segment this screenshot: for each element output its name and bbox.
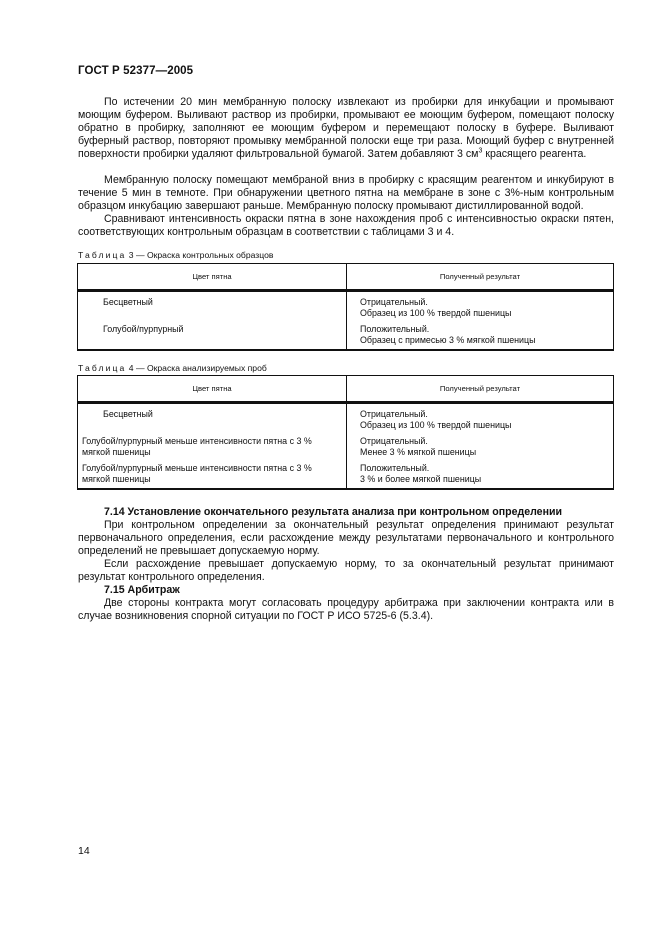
caption-text: 3 — Окраска контрольных образцов: [128, 250, 274, 260]
cell-color: Голубой/пурпурный: [78, 322, 347, 350]
superscript: 3: [478, 147, 483, 155]
table-row: [78, 322, 614, 350]
cell-color: Голубой/пурпурный меньше интенсивности пятна с 3 % мягкой пшеницы: [78, 461, 347, 489]
section-heading-7-15: 7.15 Арбитраж: [104, 584, 180, 596]
cell-result: Положительный. Образец с примесью 3 % мягкой пшеницы: [347, 322, 614, 350]
caption-label: Таблица: [78, 250, 127, 260]
table-row: [78, 461, 614, 489]
table-row: [78, 403, 614, 435]
paragraph-comparison: Сравнивают интенсивность окраски пятна в зоне нахождения проб с интенсивностью окраски пятен, соответствующих контрольным образцам в соответствии с таблицами 3 и 4.: [78, 213, 614, 238]
paragraph-washing: [78, 96, 614, 161]
paragraph-7-14-2: Если расхождение превышает допускаемую норму, то за окончательный результат принимают результат контрольного определения.: [78, 558, 614, 583]
column-header: Цвет пятна: [78, 376, 347, 403]
column-header: Полученный результат: [347, 376, 614, 403]
page-number: 14: [78, 845, 90, 857]
column-header: Цвет пятна: [78, 264, 347, 291]
paragraph-text-tail: красящего реагента.: [482, 147, 587, 160]
caption-text: 4 — Окраска анализируемых проб: [128, 363, 267, 373]
table-header-row: [78, 264, 614, 291]
section-heading-7-14: 7.14 Установление окончательного результата анализа при контрольном определении: [104, 506, 562, 518]
cell-color: Бесцветный: [78, 403, 347, 435]
table3-caption: [78, 250, 273, 260]
paragraph-7-14-1: При контрольном определении за окончательный результат определения принимают результат первоначального определения, если расхождение между результатами первоначального и контрольного определений не превышает допускаемую норму.: [78, 519, 614, 557]
caption-label: Таблица: [78, 363, 127, 373]
paragraph-7-15-1: Две стороны контракта могут согласовать процедуру арбитража при заключении контракта или в случае возникновения спорной ситуации по ГОСТ Р ИСО 5725-6 (5.3.4).: [78, 597, 614, 622]
document-id: ГОСТ Р 52377—2005: [78, 65, 194, 77]
cell-result: Отрицательный. Менее 3 % мягкой пшеницы: [347, 434, 614, 461]
cell-result: Положительный. 3 % и более мягкой пшеницы: [347, 461, 614, 489]
cell-color: Голубой/пурпурный меньше интенсивности пятна с 3 % мягкой пшеницы: [78, 434, 347, 461]
column-header: Полученный результат: [347, 264, 614, 291]
table-row: [78, 434, 614, 461]
table3: [77, 263, 614, 351]
cell-color: Бесцветный: [78, 291, 347, 323]
paragraph-text: По истечении 20 мин мембранную полоску извлекают из пробирки для инкубации и промывают моющим буфером. Выливают раствор из пробирки, промывают ее моющим буфером, помещают полоску обратно в пробирку, заполняют ее моющим буфером и перемещают полоску в буфере. Выливают буферный раствор, повторяют промывку мембранной полоски еще три раза. Моющий буфер с внутренней поверхности пробирки удаляют фильтровальной бумагой. Затем добавляют 3 см: [78, 96, 614, 160]
table4-caption: [78, 363, 267, 373]
paragraph-staining: Мембранную полоску помещают мембраной вниз в пробирку с красящим реагентом и инкубируют в течение 5 мин в темноте. При обнаружении цветного пятна на мембране в зоне с 3%-ным контрольным образцом инкубацию завершают раньше. Мембранную полоску промывают дистиллированной водой.: [78, 174, 614, 212]
cell-result: Отрицательный. Образец из 100 % твердой пшеницы: [347, 403, 614, 435]
table4: [77, 375, 614, 490]
table-header-row: [78, 376, 614, 403]
table-row: [78, 291, 614, 323]
cell-result: Отрицательный. Образец из 100 % твердой пшеницы: [347, 291, 614, 323]
